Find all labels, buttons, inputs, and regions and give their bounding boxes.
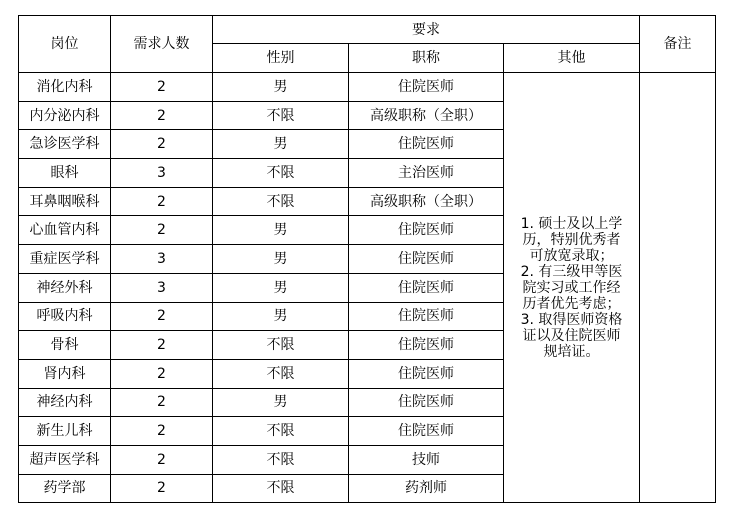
cell-title: 住院医师 (349, 331, 504, 360)
other-requirement-line: 证以及住院医师 (522, 327, 621, 344)
cell-count: 2 (111, 359, 213, 388)
cell-title: 住院医师 (349, 388, 504, 417)
cell-dept: 新生儿科 (19, 417, 111, 446)
header-other: 其他 (504, 44, 640, 73)
cell-dept: 肾内科 (19, 359, 111, 388)
cell-title: 住院医师 (349, 273, 504, 302)
cell-gender: 不限 (213, 101, 349, 130)
cell-gender: 男 (213, 388, 349, 417)
cell-title: 技师 (349, 445, 504, 474)
cell-remarks (640, 73, 716, 503)
other-requirement-line: 历者优先考虑； (522, 295, 621, 312)
cell-dept: 药学部 (19, 474, 111, 503)
cell-gender: 男 (213, 130, 349, 159)
cell-count: 2 (111, 130, 213, 159)
cell-count: 3 (111, 245, 213, 274)
other-requirement-line: 可放宽录取； (529, 247, 614, 264)
cell-dept: 重症医学科 (19, 245, 111, 274)
cell-gender: 不限 (213, 474, 349, 503)
cell-title: 主治医师 (349, 159, 504, 188)
cell-count: 3 (111, 159, 213, 188)
cell-title: 住院医师 (349, 417, 504, 446)
cell-dept: 超声医学科 (19, 445, 111, 474)
cell-count: 2 (111, 187, 213, 216)
cell-gender: 男 (213, 73, 349, 102)
cell-dept: 神经外科 (19, 273, 111, 302)
cell-count: 2 (111, 331, 213, 360)
cell-title: 住院医师 (349, 302, 504, 331)
cell-gender: 不限 (213, 159, 349, 188)
cell-gender: 不限 (213, 359, 349, 388)
cell-title: 住院医师 (349, 73, 504, 102)
cell-dept: 急诊医学科 (19, 130, 111, 159)
cell-title: 住院医师 (349, 216, 504, 245)
cell-gender: 不限 (213, 417, 349, 446)
other-requirement-line: 1. 硕士及以上学 (520, 215, 623, 232)
cell-title: 高级职称（全职） (349, 187, 504, 216)
cell-other-requirements (504, 73, 640, 503)
cell-dept: 心血管内科 (19, 216, 111, 245)
cell-dept: 内分泌内科 (19, 101, 111, 130)
other-requirement-line: 院实习或工作经 (522, 279, 621, 296)
cell-dept: 骨科 (19, 331, 111, 360)
header-gender: 性别 (213, 44, 349, 73)
cell-count: 2 (111, 417, 213, 446)
cell-dept: 消化内科 (19, 73, 111, 102)
cell-count: 3 (111, 273, 213, 302)
header-title: 职称 (349, 44, 504, 73)
cell-count: 2 (111, 73, 213, 102)
cell-title: 药剂师 (349, 474, 504, 503)
cell-dept: 眼科 (19, 159, 111, 188)
cell-count: 2 (111, 388, 213, 417)
cell-gender: 男 (213, 302, 349, 331)
cell-dept: 耳鼻咽喉科 (19, 187, 111, 216)
cell-gender: 不限 (213, 187, 349, 216)
header-remarks: 备注 (640, 16, 716, 73)
cell-gender: 不限 (213, 331, 349, 360)
cell-count: 2 (111, 101, 213, 130)
cell-count: 2 (111, 302, 213, 331)
header-requirements: 要求 (213, 16, 640, 44)
cell-gender: 男 (213, 245, 349, 274)
cell-count: 2 (111, 216, 213, 245)
cell-count: 2 (111, 474, 213, 503)
header-row-1 (19, 16, 716, 44)
table-row (19, 73, 716, 102)
other-requirement-line: 历，特别优秀者 (522, 231, 621, 248)
cell-gender: 不限 (213, 445, 349, 474)
other-requirement-line: 2. 有三级甲等医 (520, 263, 623, 280)
cell-gender: 男 (213, 273, 349, 302)
cell-dept: 神经内科 (19, 388, 111, 417)
cell-count: 2 (111, 445, 213, 474)
cell-title: 高级职称（全职） (349, 101, 504, 130)
cell-dept: 呼吸内科 (19, 302, 111, 331)
header-post: 岗位 (19, 16, 111, 73)
recruitment-table (18, 15, 716, 503)
header-count: 需求人数 (111, 16, 213, 73)
cell-title: 住院医师 (349, 359, 504, 388)
other-requirement-line: 3. 取得医师资格 (520, 311, 623, 328)
cell-title: 住院医师 (349, 130, 504, 159)
cell-gender: 男 (213, 216, 349, 245)
other-requirement-line: 规培证。 (543, 343, 600, 360)
cell-title: 住院医师 (349, 245, 504, 274)
